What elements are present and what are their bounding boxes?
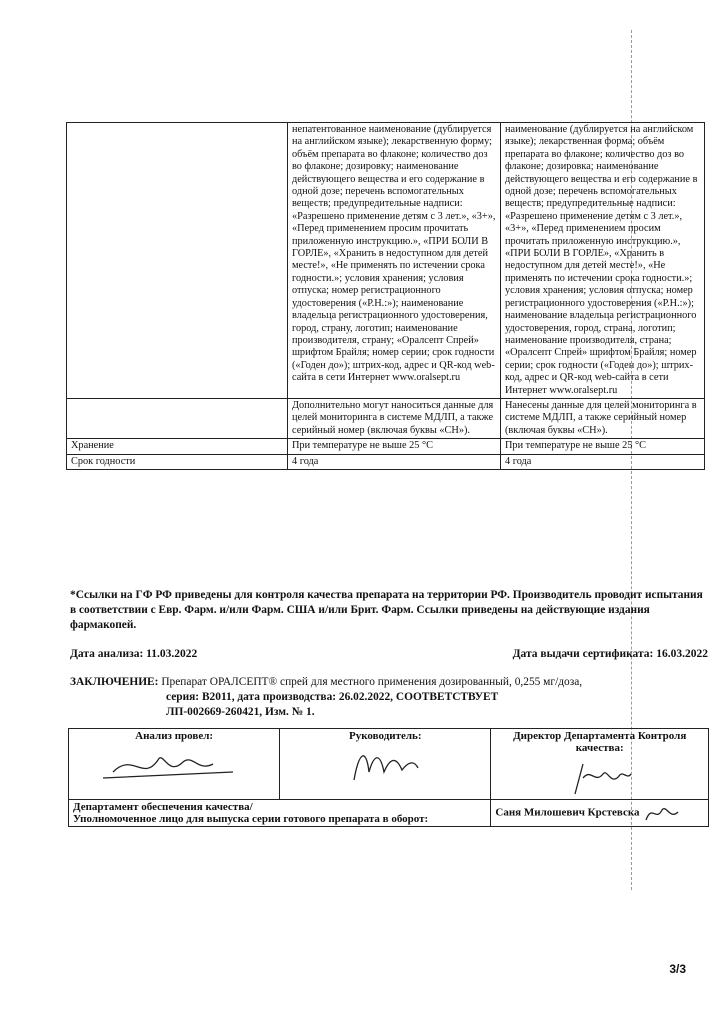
- conclusion-label: ЗАКЛЮЧЕНИЕ:: [70, 676, 159, 688]
- table-cell-empty: [67, 398, 288, 438]
- page-number: 3/3: [669, 962, 686, 976]
- conclusion-line-1: Препарат ОРАЛСЕПТ® спрей для местного применения дозированный, 0,255 мг/доза,: [161, 676, 583, 688]
- storage-label: Хранение: [67, 439, 288, 454]
- director-label: Директор Департамента Контроля качества:: [513, 730, 687, 754]
- qa-department-line-1: Департамент обеспечения качества/: [73, 801, 253, 813]
- conclusion-line-3: ЛП-002669-260421, Изм. № 1.: [166, 706, 315, 718]
- table-row: [67, 439, 705, 454]
- table-row: [69, 800, 709, 827]
- storage-result: При температуре не выше 25 °С: [501, 439, 705, 454]
- labeling-requirements-cell: непатентованное наименование (дублируется на английском языке); лекарственную форму; объём препарата во флаконе; количество доз во флаконе; дозировку; наименование действующего вещества и его содержание в одной дозе; перечень вспомогательных веществ; предупредительные надписи: «Разрешено применение детям с 3 лет.», «3+», «Перед применением просим прочитать приложенную инструкцию.», «ПРИ БОЛИ В ГОРЛЕ», «Хранить в недоступном для детей месте!», «Не применять по истечении срока годности.»; условия хранения; условия отпуска; номер регистрационного удостоверения («Р.Н.:»); наименование владельца регистрационного удостоверения, город, страну, логотип; наименование производителя, страну; «Оралсепт Спрей» шрифтом Брайля; номер серии; срок годности («Годен до»); штрих-код, адрес и QR-код web-сайта в сети Интернет www.oralsept.ru: [288, 123, 501, 399]
- qa-department-line-2: Уполномоченное лицо для выпуска серии готового препарата в оборот:: [73, 813, 429, 825]
- qa-department-cell: [69, 800, 491, 827]
- analyst-signature: [73, 742, 275, 786]
- signature-table: [68, 728, 709, 827]
- pharmacopoeia-footnote: *Ссылки на ГФ РФ приведены для контроля качества препарата на территории РФ. Производитель проводит испытания в соответствии с Евр. Фарм. и/или Фарм. США и/или Брит. Фарм. Ссылки приведены на действующие издания фармакопей.: [70, 589, 703, 631]
- monitoring-results-cell: Нанесены данные для целей мониторинга в системе МДЛП, а также серийный номер (включая буквы «СН»).: [501, 398, 705, 438]
- shelf-life-requirement: 4 года: [288, 454, 501, 469]
- shelf-life-result: 4 года: [501, 454, 705, 469]
- conclusion-block: [70, 675, 710, 720]
- monitoring-requirements-cell: Дополнительно могут наноситься данные для целей мониторинга в системе МДЛП, а также серийный номер (включая буквы «СН»).: [288, 398, 501, 438]
- head-label: Руководитель:: [349, 730, 422, 742]
- director-signature: [495, 754, 704, 798]
- table-row: [67, 123, 705, 399]
- director-cell: [491, 729, 709, 800]
- shelf-life-label: Срок годности: [67, 454, 288, 469]
- analysis-date: Дата анализа: 11.03.2022: [70, 648, 198, 660]
- qualified-person-signature: [642, 802, 682, 824]
- certificate-issue-date: Дата выдачи сертификата: 16.03.2022: [512, 648, 708, 660]
- analyst-label: Анализ провел:: [135, 730, 214, 742]
- labeling-spec-table: [66, 122, 705, 470]
- labeling-results-cell: наименование (дублируется на английском языке); лекарственная форма; объём препарата во флаконе; количество доз во флаконе; дозировка; наименование действующего вещества и его содержание в одной дозе; перечень вспомогательных веществ; предупредительные надписи: «Разрешено применение детям с 3 лет.», «3+», «Перед применением просим прочитать приложенную инструкцию.», «ПРИ БОЛИ В ГОРЛЕ», «Хранить в недоступном для детей месте!», «Не применять по истечении срока годности.»; условия хранения; условия отпуска; номер регистрационного удостоверения («Р.Н.:»); наименование владельца регистрационного удостоверения, город, страна, логотип; наименование производителя, страна; «Оралсепт Спрей» шрифтом Брайля; номер серии; срок годности («Годен до»); штрих-код, адрес и QR-код web-сайта в сети Интернет www.oralsept.ru: [501, 123, 705, 399]
- qualified-person-cell: [491, 800, 709, 827]
- conclusion-line-2: серия: B2011, дата производства: 26.02.2022, СООТВЕТСТВУЕТ: [166, 691, 499, 703]
- head-cell: [280, 729, 491, 800]
- analyst-cell: [69, 729, 280, 800]
- table-row: [67, 398, 705, 438]
- table-row: [67, 454, 705, 469]
- dates-row: [70, 648, 708, 660]
- table-cell-empty: [67, 123, 288, 399]
- table-row: [69, 729, 709, 800]
- qualified-person-name: Саня Милошевич Крстевска: [495, 806, 640, 819]
- head-signature: [284, 742, 486, 786]
- storage-requirement: При температуре не выше 25 °С: [288, 439, 501, 454]
